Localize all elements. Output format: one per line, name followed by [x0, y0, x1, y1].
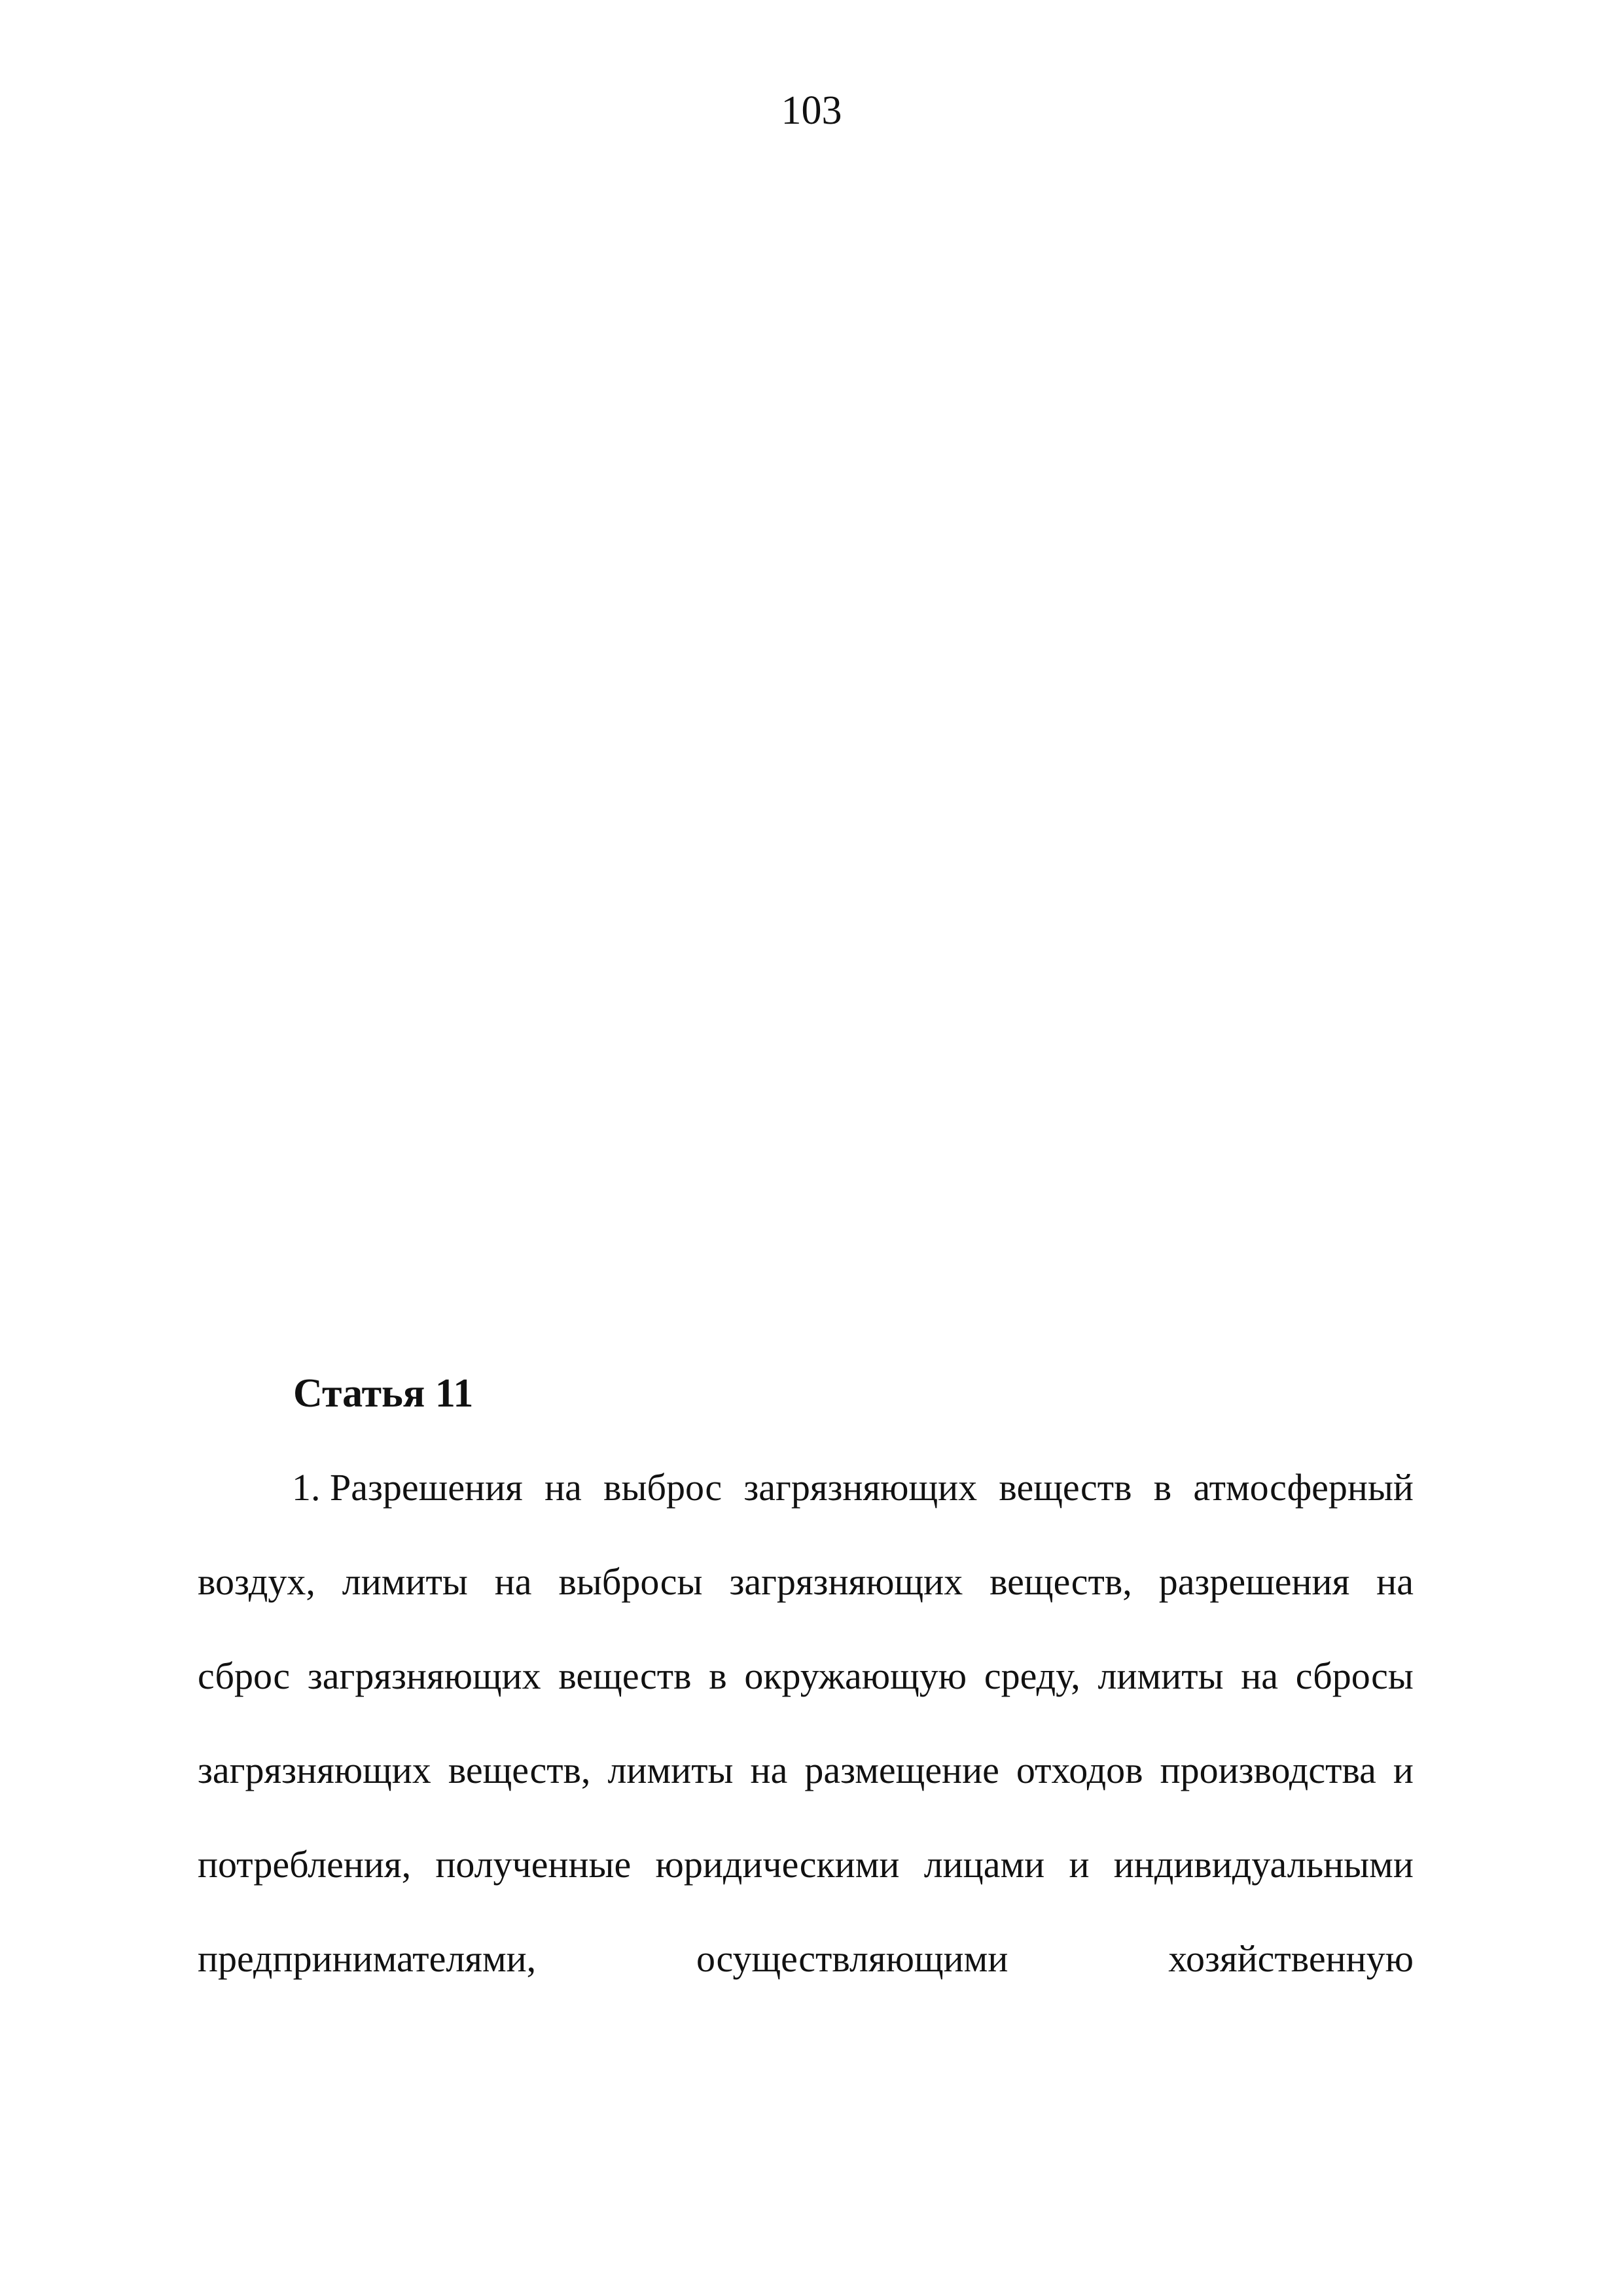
word: и — [1069, 1843, 1090, 1886]
word: веществ, — [990, 1560, 1132, 1603]
body-line — [198, 1552, 1414, 1647]
word: 1. Разрешения — [292, 1466, 523, 1509]
word: потребления, — [198, 1843, 412, 1886]
word: загрязняющих — [729, 1560, 963, 1603]
word: в — [709, 1655, 727, 1697]
word: размещение — [804, 1749, 999, 1791]
body-line — [198, 1929, 1414, 2024]
word: на — [1376, 1560, 1414, 1603]
word: веществ, — [448, 1749, 591, 1791]
word: осуществляющими — [696, 1937, 1008, 1980]
page-number: 103 — [781, 88, 842, 133]
word: в — [1153, 1466, 1172, 1509]
word: атмосферный — [1193, 1466, 1414, 1509]
word: сбросы — [1295, 1655, 1414, 1697]
word: на — [750, 1749, 788, 1791]
word: на — [544, 1466, 582, 1509]
word: выбросы — [558, 1560, 703, 1603]
word: полученные — [435, 1843, 632, 1886]
word: и — [1393, 1749, 1414, 1791]
body-line — [198, 1741, 1414, 1835]
word: лимиты — [342, 1560, 468, 1603]
word: на — [1241, 1655, 1279, 1697]
word: предпринимателями, — [198, 1937, 537, 1980]
word: окружающую — [744, 1655, 967, 1697]
word: выброс — [603, 1466, 722, 1509]
article-body — [198, 1458, 1414, 2024]
word: лицами — [923, 1843, 1045, 1886]
word: юридическими — [655, 1843, 900, 1886]
word: на — [494, 1560, 532, 1603]
word: разрешения — [1158, 1560, 1350, 1603]
word: загрязняющих — [198, 1749, 431, 1791]
word: отходов — [1016, 1749, 1143, 1791]
word: загрязняющих — [743, 1466, 978, 1509]
body-line — [198, 1647, 1414, 1741]
word: хозяйственную — [1168, 1937, 1414, 1980]
word: веществ — [999, 1466, 1132, 1509]
article-heading: Статья 11 — [293, 1371, 474, 1416]
word: воздух, — [198, 1560, 315, 1603]
word: производства — [1160, 1749, 1376, 1791]
word: среду, — [984, 1655, 1080, 1697]
body-line — [198, 1458, 1414, 1552]
word: сброс — [198, 1655, 291, 1697]
body-line — [198, 1835, 1414, 1929]
word: загрязняющих — [307, 1655, 541, 1697]
word: индивидуальными — [1113, 1843, 1414, 1886]
word: веществ — [558, 1655, 692, 1697]
word: лимиты — [607, 1749, 734, 1791]
word: лимиты — [1097, 1655, 1224, 1697]
